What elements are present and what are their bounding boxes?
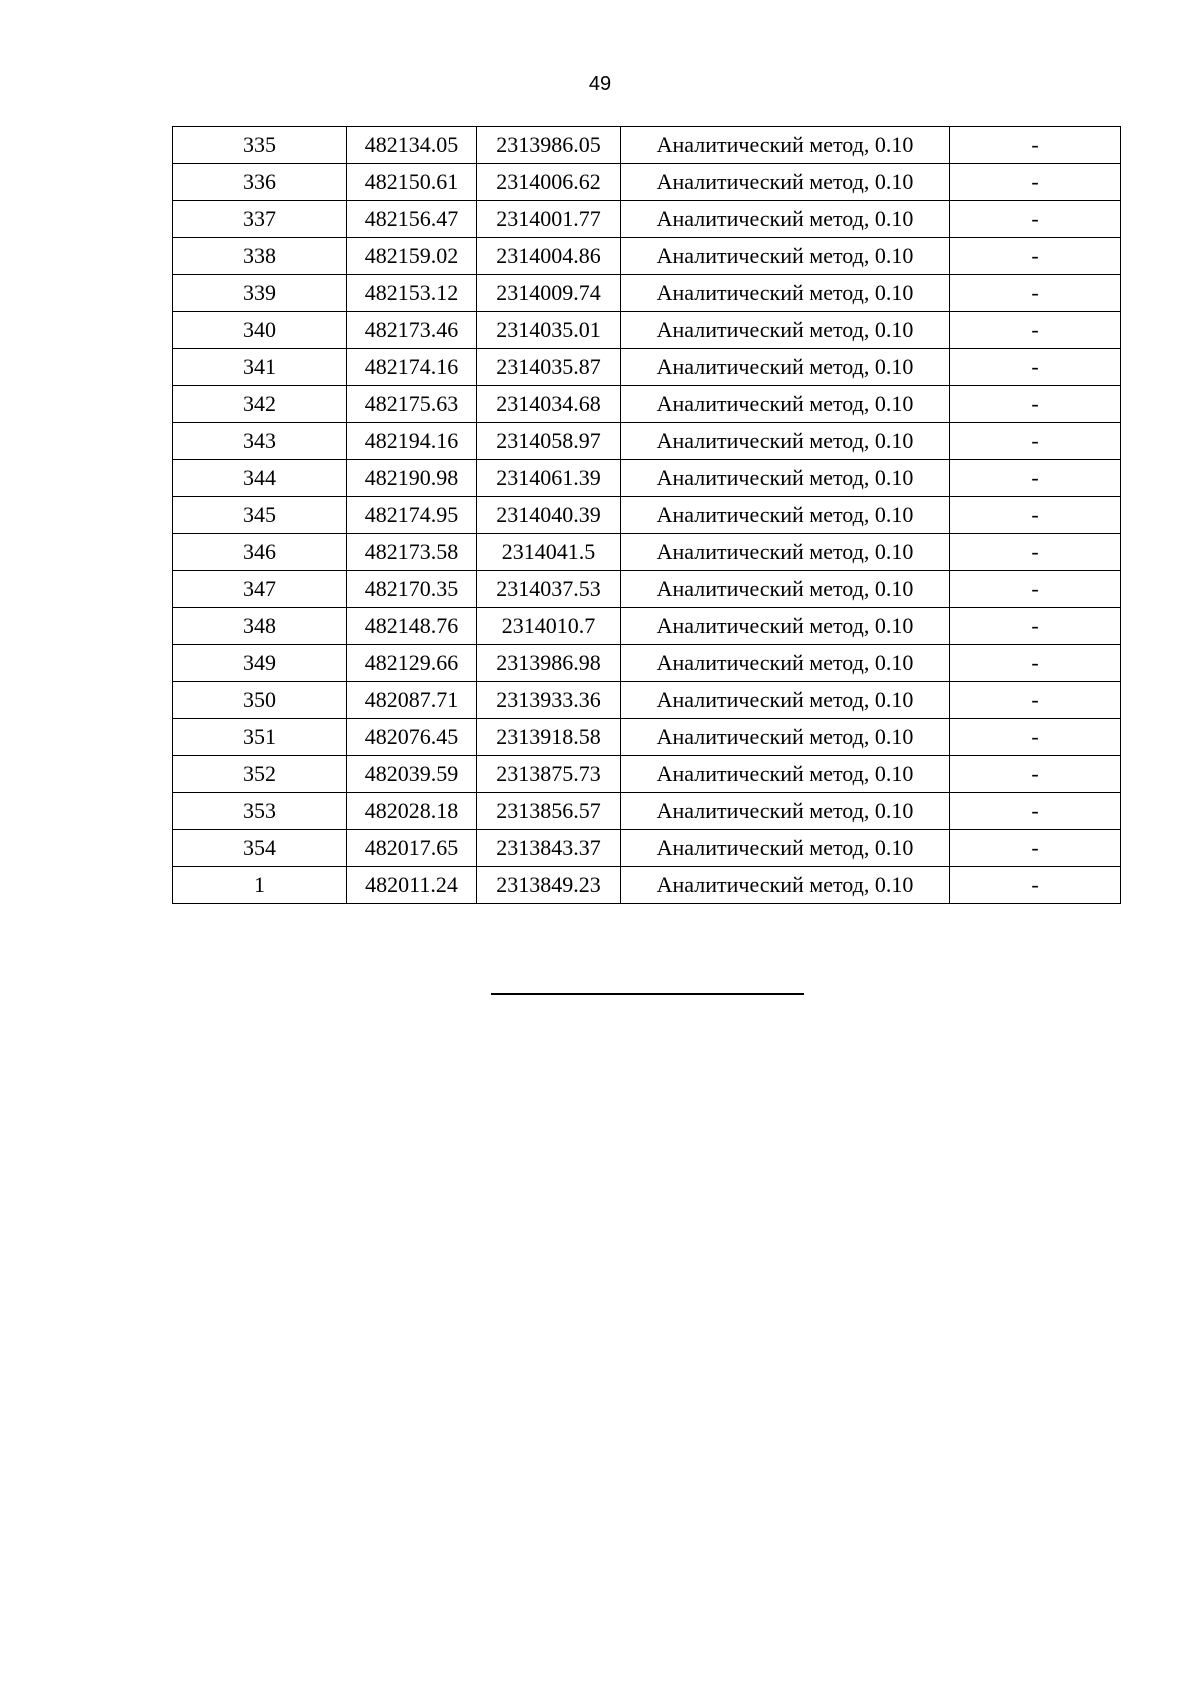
method-accuracy-cell: Аналитический метод, 0.10 <box>621 497 950 534</box>
x-coordinate-cell: 482173.58 <box>347 534 477 571</box>
y-coordinate-cell: 2313986.98 <box>477 645 621 682</box>
description-cell: - <box>950 423 1121 460</box>
point-number-cell: 349 <box>173 645 347 682</box>
y-coordinate-cell: 2313843.37 <box>477 830 621 867</box>
point-number-cell: 346 <box>173 534 347 571</box>
method-accuracy-cell: Аналитический метод, 0.10 <box>621 682 950 719</box>
table-row <box>173 164 1121 201</box>
y-coordinate-cell: 2313856.57 <box>477 793 621 830</box>
method-accuracy-cell: Аналитический метод, 0.10 <box>621 312 950 349</box>
y-coordinate-cell: 2314041.5 <box>477 534 621 571</box>
x-coordinate-cell: 482194.16 <box>347 423 477 460</box>
description-cell: - <box>950 238 1121 275</box>
coordinates-table-body <box>173 127 1121 904</box>
method-accuracy-cell: Аналитический метод, 0.10 <box>621 164 950 201</box>
description-cell: - <box>950 127 1121 164</box>
y-coordinate-cell: 2313986.05 <box>477 127 621 164</box>
table-row <box>173 238 1121 275</box>
description-cell: - <box>950 349 1121 386</box>
x-coordinate-cell: 482156.47 <box>347 201 477 238</box>
x-coordinate-cell: 482129.66 <box>347 645 477 682</box>
method-accuracy-cell: Аналитический метод, 0.10 <box>621 127 950 164</box>
method-accuracy-cell: Аналитический метод, 0.10 <box>621 571 950 608</box>
point-number-cell: 345 <box>173 497 347 534</box>
description-cell: - <box>950 534 1121 571</box>
description-cell: - <box>950 719 1121 756</box>
method-accuracy-cell: Аналитический метод, 0.10 <box>621 201 950 238</box>
point-number-cell: 339 <box>173 275 347 312</box>
x-coordinate-cell: 482087.71 <box>347 682 477 719</box>
end-of-document-rule <box>491 993 804 995</box>
y-coordinate-cell: 2313875.73 <box>477 756 621 793</box>
method-accuracy-cell: Аналитический метод, 0.10 <box>621 275 950 312</box>
point-number-cell: 351 <box>173 719 347 756</box>
x-coordinate-cell: 482011.24 <box>347 867 477 904</box>
description-cell: - <box>950 793 1121 830</box>
point-number-cell: 335 <box>173 127 347 164</box>
method-accuracy-cell: Аналитический метод, 0.10 <box>621 423 950 460</box>
table-row <box>173 830 1121 867</box>
description-cell: - <box>950 275 1121 312</box>
y-coordinate-cell: 2314006.62 <box>477 164 621 201</box>
point-number-cell: 348 <box>173 608 347 645</box>
y-coordinate-cell: 2314058.97 <box>477 423 621 460</box>
page-number: 49 <box>588 73 612 95</box>
table-row <box>173 497 1121 534</box>
y-coordinate-cell: 2314035.01 <box>477 312 621 349</box>
y-coordinate-cell: 2314037.53 <box>477 571 621 608</box>
x-coordinate-cell: 482150.61 <box>347 164 477 201</box>
table-row <box>173 793 1121 830</box>
table-row <box>173 275 1121 312</box>
table-row <box>173 571 1121 608</box>
table-row <box>173 423 1121 460</box>
method-accuracy-cell: Аналитический метод, 0.10 <box>621 830 950 867</box>
description-cell: - <box>950 201 1121 238</box>
table-row <box>173 867 1121 904</box>
description-cell: - <box>950 608 1121 645</box>
table-row <box>173 201 1121 238</box>
x-coordinate-cell: 482173.46 <box>347 312 477 349</box>
description-cell: - <box>950 460 1121 497</box>
x-coordinate-cell: 482039.59 <box>347 756 477 793</box>
method-accuracy-cell: Аналитический метод, 0.10 <box>621 386 950 423</box>
x-coordinate-cell: 482190.98 <box>347 460 477 497</box>
description-cell: - <box>950 867 1121 904</box>
coordinates-table <box>172 126 1121 904</box>
x-coordinate-cell: 482028.18 <box>347 793 477 830</box>
point-number-cell: 350 <box>173 682 347 719</box>
table-row <box>173 312 1121 349</box>
point-number-cell: 1 <box>173 867 347 904</box>
y-coordinate-cell: 2314001.77 <box>477 201 621 238</box>
method-accuracy-cell: Аналитический метод, 0.10 <box>621 793 950 830</box>
description-cell: - <box>950 682 1121 719</box>
method-accuracy-cell: Аналитический метод, 0.10 <box>621 349 950 386</box>
x-coordinate-cell: 482174.95 <box>347 497 477 534</box>
table-row <box>173 127 1121 164</box>
x-coordinate-cell: 482175.63 <box>347 386 477 423</box>
point-number-cell: 343 <box>173 423 347 460</box>
method-accuracy-cell: Аналитический метод, 0.10 <box>621 867 950 904</box>
y-coordinate-cell: 2313849.23 <box>477 867 621 904</box>
table-row <box>173 534 1121 571</box>
description-cell: - <box>950 164 1121 201</box>
point-number-cell: 342 <box>173 386 347 423</box>
table-row <box>173 719 1121 756</box>
method-accuracy-cell: Аналитический метод, 0.10 <box>621 460 950 497</box>
y-coordinate-cell: 2314009.74 <box>477 275 621 312</box>
description-cell: - <box>950 497 1121 534</box>
y-coordinate-cell: 2313933.36 <box>477 682 621 719</box>
description-cell: - <box>950 386 1121 423</box>
method-accuracy-cell: Аналитический метод, 0.10 <box>621 645 950 682</box>
x-coordinate-cell: 482170.35 <box>347 571 477 608</box>
description-cell: - <box>950 645 1121 682</box>
description-cell: - <box>950 571 1121 608</box>
y-coordinate-cell: 2314040.39 <box>477 497 621 534</box>
y-coordinate-cell: 2314004.86 <box>477 238 621 275</box>
table-row <box>173 608 1121 645</box>
method-accuracy-cell: Аналитический метод, 0.10 <box>621 534 950 571</box>
description-cell: - <box>950 756 1121 793</box>
y-coordinate-cell: 2313918.58 <box>477 719 621 756</box>
point-number-cell: 344 <box>173 460 347 497</box>
table-row <box>173 756 1121 793</box>
table-row <box>173 682 1121 719</box>
x-coordinate-cell: 482017.65 <box>347 830 477 867</box>
method-accuracy-cell: Аналитический метод, 0.10 <box>621 608 950 645</box>
table-row <box>173 460 1121 497</box>
y-coordinate-cell: 2314034.68 <box>477 386 621 423</box>
description-cell: - <box>950 830 1121 867</box>
point-number-cell: 338 <box>173 238 347 275</box>
x-coordinate-cell: 482076.45 <box>347 719 477 756</box>
point-number-cell: 336 <box>173 164 347 201</box>
method-accuracy-cell: Аналитический метод, 0.10 <box>621 719 950 756</box>
x-coordinate-cell: 482159.02 <box>347 238 477 275</box>
point-number-cell: 341 <box>173 349 347 386</box>
x-coordinate-cell: 482134.05 <box>347 127 477 164</box>
method-accuracy-cell: Аналитический метод, 0.10 <box>621 756 950 793</box>
point-number-cell: 352 <box>173 756 347 793</box>
table-row <box>173 386 1121 423</box>
y-coordinate-cell: 2314061.39 <box>477 460 621 497</box>
method-accuracy-cell: Аналитический метод, 0.10 <box>621 238 950 275</box>
x-coordinate-cell: 482148.76 <box>347 608 477 645</box>
x-coordinate-cell: 482153.12 <box>347 275 477 312</box>
description-cell: - <box>950 312 1121 349</box>
table-row <box>173 349 1121 386</box>
table-row <box>173 645 1121 682</box>
point-number-cell: 337 <box>173 201 347 238</box>
point-number-cell: 353 <box>173 793 347 830</box>
x-coordinate-cell: 482174.16 <box>347 349 477 386</box>
y-coordinate-cell: 2314035.87 <box>477 349 621 386</box>
y-coordinate-cell: 2314010.7 <box>477 608 621 645</box>
point-number-cell: 354 <box>173 830 347 867</box>
point-number-cell: 340 <box>173 312 347 349</box>
point-number-cell: 347 <box>173 571 347 608</box>
